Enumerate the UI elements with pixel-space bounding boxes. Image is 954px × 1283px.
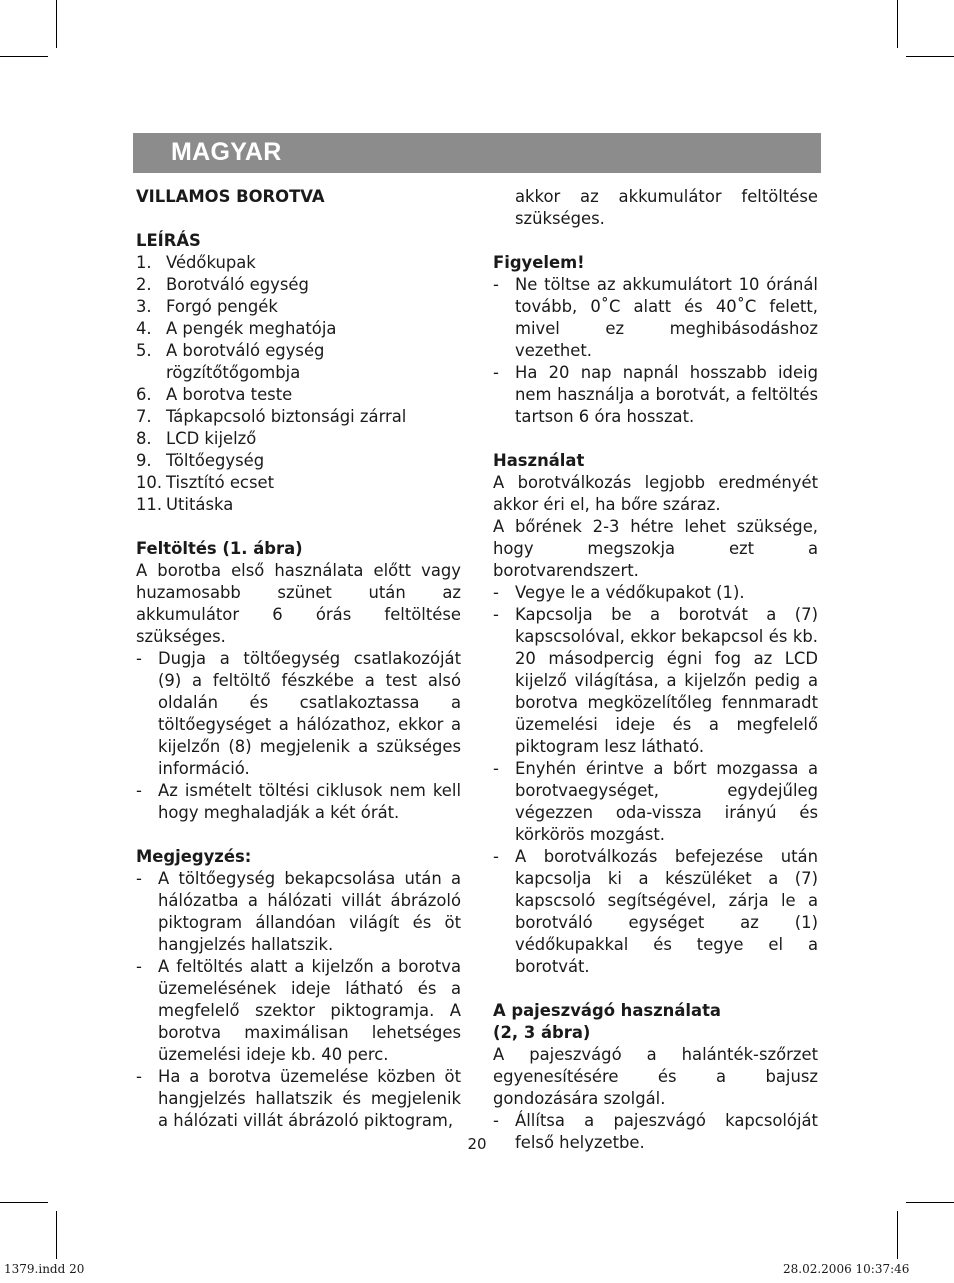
note-list [136,868,461,1132]
list-item [136,384,461,406]
dash-bullet: - [136,649,142,668]
list-item [136,648,461,780]
list-item [136,296,461,318]
list-item [136,868,461,956]
list-item [136,406,461,428]
list-item [136,428,461,450]
list-text: Utitáska [166,495,234,514]
dash-bullet: - [493,583,499,602]
language-title: MAGYAR [171,138,282,166]
crop-mark [0,1202,48,1203]
list-text: Ha 20 nap napnál hosszabb ideig nem használja a borotvát, a feltöltés tartson 6 óra hosszat. [515,363,818,426]
list-text: Forgó pengék [166,297,278,316]
crop-mark [897,0,898,48]
description-heading: LEÍRÁS [136,231,201,250]
dash-bullet: - [493,363,499,382]
list-item [136,1066,461,1132]
list-number: 2. [136,275,152,294]
crop-mark [0,56,48,57]
list-number: 7. [136,407,152,426]
list-text: Tisztító ecset [166,473,274,492]
list-item [493,362,818,428]
list-text: Kapcsolja be a borotvát a (7) kapscsolóval, ekkor bekapcsol és kb. 20 másodpercig égni fog az LCD kijelző világítása, a kijelzőn pedig a borotva megközelítőleg fennmaradt üzemelési ideje és a megfelelő piktogram lesz látható. [515,605,818,756]
list-item [493,758,818,846]
list-item [136,340,461,384]
list-text: A töltőegység bekapcsolása után a hálózatba a hálózati villát ábrázoló piktogram állandóan világít és öt hangjelzés hallatszik. [158,869,461,954]
slug-file: 1379.indd 20 [4,1262,85,1276]
list-text: Ne töltse az akkumulátort 10 óránál tovább, 0˚C alatt és 40˚C felett, mivel ez meghibásodáshoz vezethet. [515,275,818,360]
left-column [136,186,461,1132]
list-text: A borotváló egység rögzítőtőgombja [166,341,325,382]
dash-bullet: - [136,869,142,888]
crop-mark [56,0,57,48]
trimmer-subheading: (2, 3 ábra) [493,1023,591,1042]
list-text: Tápkapcsoló biztonsági zárral [166,407,407,426]
trimmer-paragraph: A pajeszvágó a halánték-szőrzet egyenesítésére és a bajusz gondozására szolgál. [493,1045,818,1108]
attention-heading: Figyelem! [493,253,585,272]
dash-bullet: - [493,275,499,294]
page-number: 20 [467,1135,487,1153]
list-item [136,956,461,1066]
list-text: Védőkupak [166,253,256,272]
usage-heading: Használat [493,451,585,470]
list-text: Ha a borotva üzemelése közben öt hangjelzés hallatszik és megjelenik a hálózati villát ábrázoló piktogram, [158,1067,461,1130]
list-item [136,472,461,494]
dash-bullet: - [493,605,499,624]
charging-heading: Feltöltés (1. ábra) [136,539,303,558]
list-text: A borotva teste [166,385,293,404]
list-text: A pengék meghatója [166,319,337,338]
list-number: 1. [136,253,152,272]
list-item [493,846,818,978]
list-number: 3. [136,297,152,316]
list-text: LCD kijelző [166,429,257,448]
list-text: Töltőegység [166,451,265,470]
list-text: A borotválkozás befejezése után kapcsolja ki a készüléket a (7) kapscsoló segítségével, zárja le a borotváló egységet az (1) védőkupakkal és tegye el a borotvát. [515,847,818,976]
usage-paragraph: A borotválkozás legjobb eredményét akkor éri el, ha bőre száraz. [493,473,818,514]
list-item [136,450,461,472]
crop-mark [906,56,954,57]
continuation-text: akkor az akkumulátor feltöltése szükséges. [515,187,818,228]
list-number: 11. [136,495,163,514]
charging-list [136,648,461,824]
list-text: A feltöltés alatt a kijelzőn a borotva üzemelésének ideje látható és a megfelelő szektor piktogramja. A borotva maximálisan lehetséges üzemelési ideje kb. 40 perc. [158,957,461,1064]
dash-bullet: - [136,781,142,800]
crop-mark [897,1211,898,1259]
list-text: Borotváló egység [166,275,309,294]
list-item [493,604,818,758]
dash-bullet: - [493,759,499,778]
usage-paragraph: A bőrének 2-3 hétre lehet szüksége, hogy megszokja ezt a borotvarendszert. [493,517,818,580]
charging-intro: A borotba első használata előtt vagy huzamosabb szünet után az akkumulátor 6 órás feltöltése szükséges. [136,561,461,646]
language-banner [133,133,821,173]
list-item [136,318,461,340]
usage-list [493,582,818,978]
list-number: 6. [136,385,152,404]
parts-list [136,252,461,516]
list-text: Az ismételt töltési ciklusok nem kell hogy meghaladják a két órát. [158,781,461,822]
dash-bullet: - [136,957,142,976]
list-number: 9. [136,451,152,470]
trimmer-heading: A pajeszvágó használata [493,1001,721,1020]
right-column [493,186,818,1154]
slug-timestamp: 28.02.2006 10:37:46 [783,1262,910,1276]
list-number: 5. [136,341,152,360]
list-number: 8. [136,429,152,448]
list-item [493,274,818,362]
note-heading: Megjegyzés: [136,847,252,866]
crop-mark [56,1211,57,1259]
list-number: 10. [136,473,163,492]
list-text: Vegye le a védőkupakot (1). [515,583,745,602]
list-item [136,494,461,516]
list-item [136,780,461,824]
dash-bullet: - [493,847,499,866]
dash-bullet: - [493,1111,499,1130]
list-item [136,274,461,296]
list-number: 4. [136,319,152,338]
attention-list [493,274,818,428]
product-title: VILLAMOS BOROTVA [136,187,325,206]
list-text: Állítsa a pajeszvágó kapcsolóját felső helyzetbe. [515,1111,818,1152]
list-text: Enyhén érintve a bőrt mozgassa a borotvaegységet, egydejűleg végezzen oda-vissza irányú és körkörös mozgást. [515,759,818,844]
list-text: Dugja a töltőegység csatlakozóját (9) a feltöltő fészkébe a test alsó oldalán és csatlakoztassa a töltőegységet a hálózathoz, ekkor a kijelzőn (8) megjelenik a szükséges információ. [158,649,461,778]
list-item [136,252,461,274]
list-item [493,582,818,604]
crop-mark [906,1202,954,1203]
dash-bullet: - [136,1067,142,1086]
